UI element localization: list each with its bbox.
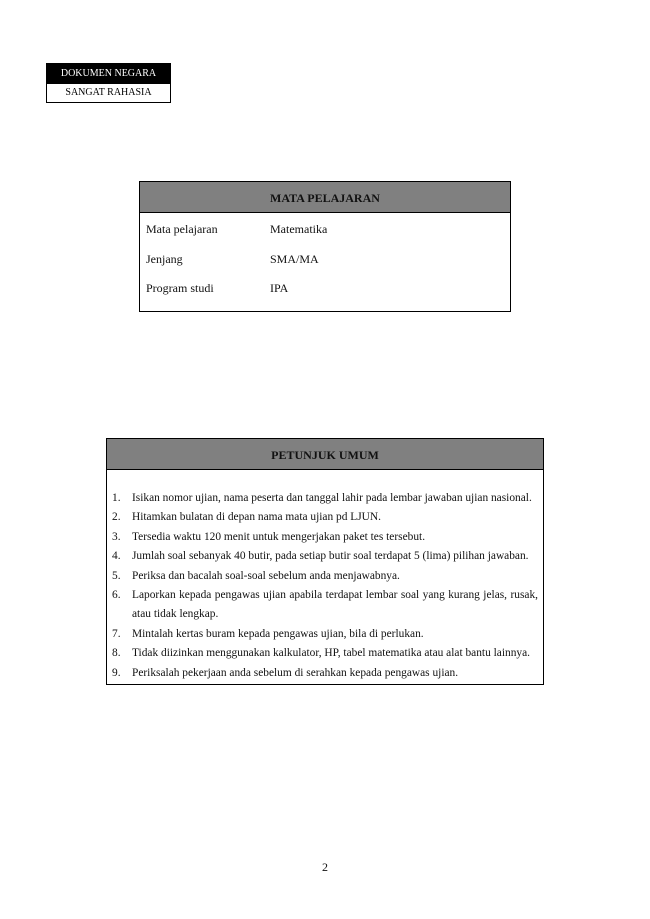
subject-row-value: Matematika [270,222,328,236]
subject-info-box [139,181,511,312]
instruction-text: Periksa dan bacalah soal-soal sebelum anda menjawabnya. [132,569,400,582]
instruction-item [112,625,538,644]
instruction-text: Hitamkan bulatan di depan nama mata ujian pd LJUN. [132,511,381,524]
instruction-number: 2. [112,511,121,524]
instruction-item [112,644,538,663]
instruction-text: Laporkan kepada pengawas ujian apabila terdapat lembar soal yang kurang jelas, rusak, atau tidak lengkap. [132,589,538,621]
subject-row-level [140,248,510,278]
instruction-number: 5. [112,569,121,582]
instruction-text: Periksalah pekerjaan anda sebelum di serahkan kepada pengawas ujian. [132,666,459,679]
instruction-text: Mintalah kertas buram kepada pengawas ujian, bila di perlukan. [132,627,424,640]
instruction-item [112,489,538,508]
instruction-number: 4. [112,550,121,563]
instruction-item [112,586,538,625]
instruction-text: Isikan nomor ujian, nama peserta dan tanggal lahir pada lembar jawaban ujian nasional. [132,492,532,504]
instruction-text: Jumlah soal sebanyak 40 butir, pada setiap butir soal terdapat 5 (lima) pilihan jawaban. [132,550,529,563]
stamp-document-label: DOKUMEN NEGARA [46,63,171,84]
subject-row-label: Program studi [146,281,214,295]
instruction-number: 1. [112,492,121,504]
subject-row-value: SMA/MA [270,251,319,266]
subject-row-label: Jenjang [146,251,183,266]
subject-row-value: IPA [270,281,289,295]
subject-row-program [140,277,510,307]
instruction-number: 9. [112,666,121,679]
instruction-item [112,664,538,683]
instructions-list [107,470,543,684]
instruction-text: Tidak diizinkan menggunakan kalkulator, HP, tabel matematika atau alat bantu lainnya. [132,647,531,660]
instruction-text: Tersedia waktu 120 menit untuk mengerjakan paket tes tersebut. [132,530,426,543]
instructions-box-title: PETUNJUK UMUM [107,439,543,470]
instruction-number: 6. [112,589,121,602]
instruction-number: 3. [112,530,121,543]
instruction-item [112,547,538,566]
page-number: 2 [322,860,328,874]
instruction-item [112,528,538,547]
subject-row-label: Mata pelajaran [146,222,218,236]
instruction-number: 8. [112,647,121,660]
classification-stamp [46,63,171,103]
instruction-number: 7. [112,627,121,640]
subject-box-title: MATA PELAJARAN [140,182,510,213]
instruction-item [112,508,538,527]
stamp-secrecy-label: SANGAT RAHASIA [46,84,171,103]
subject-box-body [140,213,510,311]
subject-row-course [140,218,510,248]
general-instructions-box [106,438,544,685]
instruction-item [112,567,538,586]
